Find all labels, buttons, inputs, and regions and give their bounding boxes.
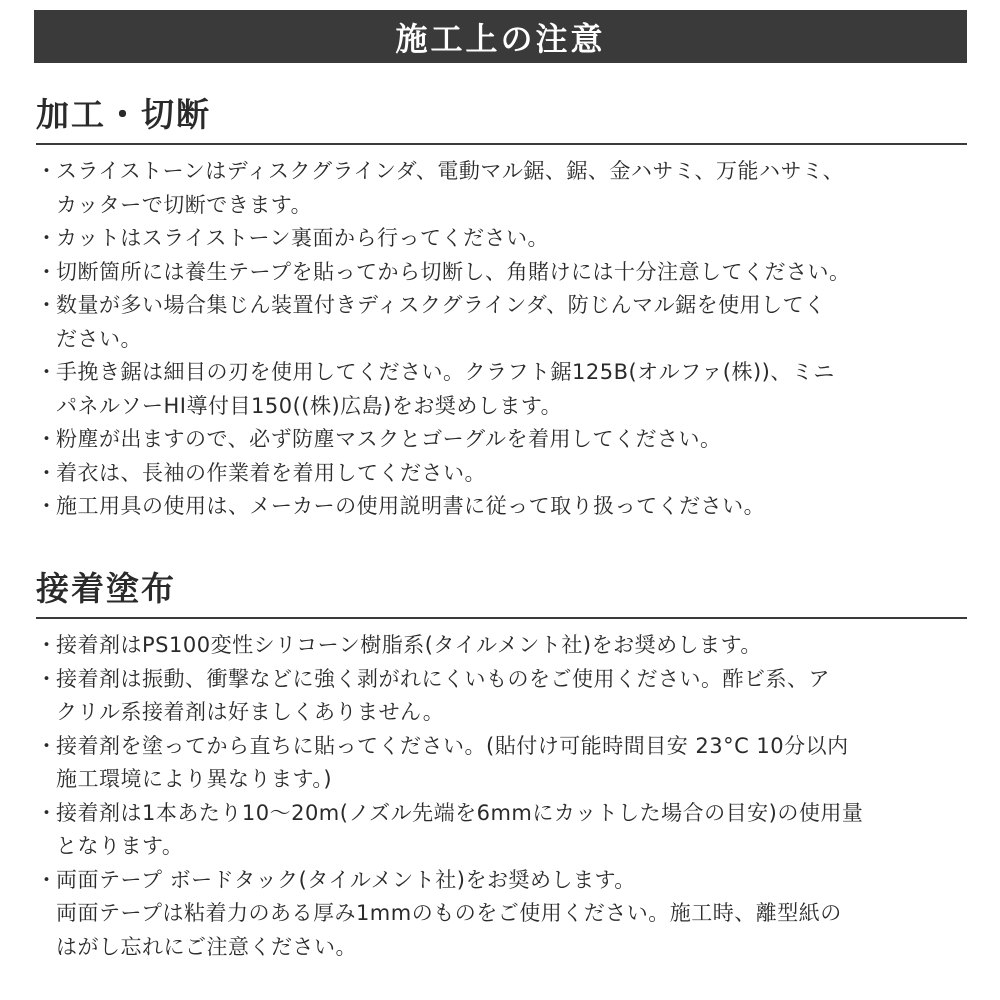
note-text-line: 両面テープ ボードタック(タイルメント社)をお奨めします。 [56,867,636,892]
note-list [36,629,967,964]
note-text-line: 着衣は、長袖の作業着を着用してください。 [56,460,486,485]
note-item [36,730,967,797]
section-adhesive [36,567,967,964]
note-text-line: 接着剤は1本あたり10〜20m(ノズル先端を6mmにカットした場合の目安)の使用量 [56,800,864,825]
bullet-marker: ・ [36,494,58,518]
bullet-marker: ・ [36,460,58,485]
section-title: 接着塗布 [36,569,176,608]
note-text-line: ださい。 [56,326,142,351]
note-text-line: 切断箇所には養生テープを貼ってから切断し、角賭けには十分注意してください。 [56,259,851,284]
note-item [36,155,967,222]
note-item [36,356,967,423]
bullet-marker: ・ [36,360,58,384]
note-text-line: パネルソーHI導付目150((株)広島)をお奨めします。 [56,393,563,418]
note-text-line: 数量が多い場合集じん装置付きディスクグラインダ、防じんマル鋸を使用してく [56,293,826,317]
note-text-line: 接着剤はPS100変性シリコーン樹脂系(タイルメント社)をお奨めします。 [56,633,762,657]
bullet-marker: ・ [36,633,58,657]
note-text-line: 両面テープは粘着力のある厚み1mmのものをご使用ください。施工時、離型紙の [56,901,842,925]
bullet-marker: ・ [36,159,58,183]
note-text-line: 施工環境により異なります。) [56,767,333,791]
note-item [36,629,967,663]
note-item [36,864,967,965]
note-item [36,423,967,457]
bullet-marker: ・ [36,293,58,317]
note-item [36,457,967,491]
bullet-marker: ・ [36,800,58,825]
bullet-marker: ・ [36,226,58,250]
note-item [36,663,967,730]
note-item [36,222,967,256]
bullet-marker: ・ [36,666,58,691]
bullet-marker: ・ [36,733,58,758]
note-text-line: となります。 [56,834,184,858]
note-text-line: はがし忘れにご注意ください。 [56,934,357,959]
note-text-line: カッターで切断できます。 [56,192,313,217]
note-text-line: 粉塵が出ますので、必ず防塵マスクとゴーグルを着用してください。 [56,427,722,451]
note-text-line: クリル系接着剤は好ましくありません。 [56,700,445,724]
section-title: 加工・切断 [36,95,211,134]
note-item [36,490,967,524]
section-divider [36,143,967,145]
note-text-line: カットはスライストーン裏面から行ってください。 [56,226,550,250]
note-text-line: 接着剤は振動、衝撃などに強く剥がれにくいものをご使用ください。酢ビ系、ア [56,666,830,691]
page-title-banner [34,10,967,63]
bullet-marker: ・ [36,259,58,284]
note-item [36,256,967,290]
note-text-line: スライストーンはディスクグラインダ、電動マル鋸、鋸、金ハサミ、万能ハサミ、 [56,159,845,183]
note-text-line: 接着剤を塗ってから直ちに貼ってください。(貼付け可能時間目安 23°C 10分以内 [56,733,849,758]
note-text-line: 手挽き鋸は細目の刃を使用してください。クラフト鋸125B(オルファ(株))、ミニ [56,360,835,384]
bullet-marker: ・ [36,427,58,451]
page-title: 施工上の注意 [395,19,606,58]
note-item [36,289,967,356]
section-divider [36,617,967,619]
note-text-line: 施工用具の使用は、メーカーの使用説明書に従って取り扱ってください。 [56,494,766,518]
note-list [36,155,967,524]
bullet-marker: ・ [36,867,58,892]
section-cutting [36,93,967,524]
note-item [36,797,967,864]
